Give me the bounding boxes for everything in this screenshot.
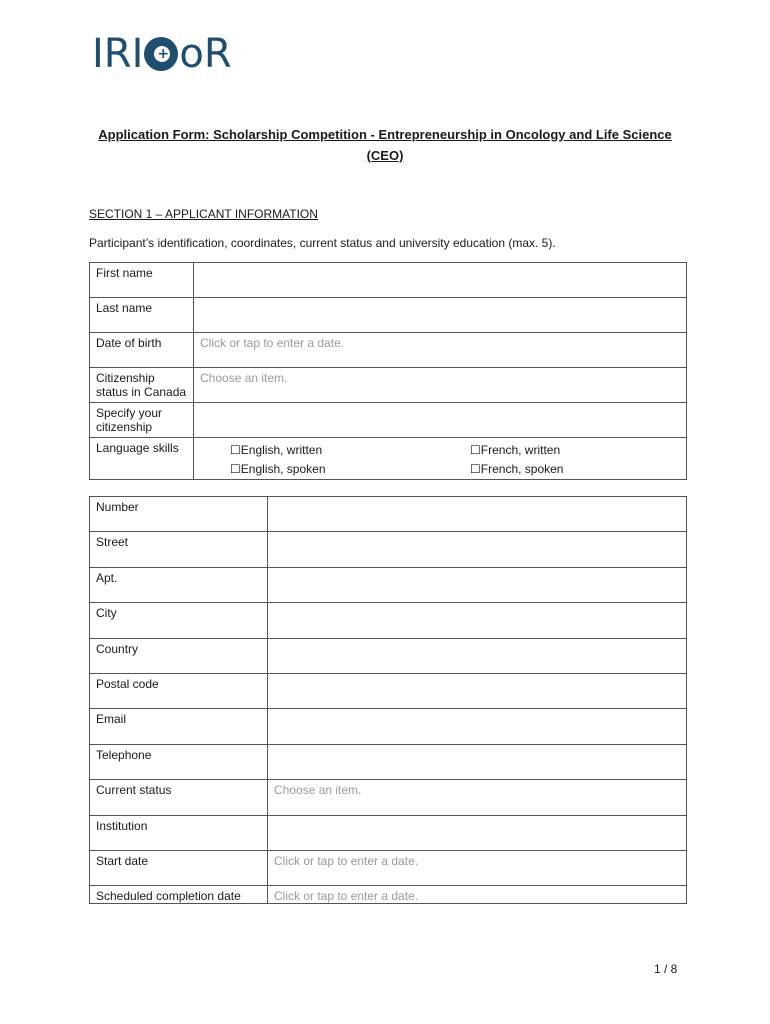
form-title: Application Form: Scholarship Competition - Entrepreneurship in Oncology and Life Science (CEO) <box>98 127 672 163</box>
postal-code-field[interactable] <box>268 673 687 708</box>
logo-text-left: IRI <box>92 31 144 77</box>
citizenship-field[interactable] <box>194 403 687 438</box>
field-label: Institution <box>90 815 268 850</box>
coordinates-table <box>89 496 687 904</box>
table-row <box>90 709 687 744</box>
field-label: Start date <box>90 850 268 885</box>
city-field[interactable] <box>268 603 687 638</box>
field-label: Street <box>90 532 268 567</box>
country-field[interactable] <box>268 638 687 673</box>
field-label: Date of birth <box>90 333 194 368</box>
english-spoken-option[interactable] <box>230 460 440 479</box>
field-label: Apt. <box>90 567 268 602</box>
logo-circle-icon: + <box>144 37 178 71</box>
field-label: Email <box>90 709 268 744</box>
table-row <box>90 298 687 333</box>
email-field[interactable] <box>268 709 687 744</box>
page-number: 1 / 8 <box>654 962 678 976</box>
current-status-dropdown[interactable]: Choose an item. <box>268 780 687 815</box>
checkbox-icon[interactable]: ☐ <box>470 462 481 476</box>
table-row <box>90 780 687 815</box>
field-label: Number <box>90 497 268 532</box>
citizenship-status-dropdown[interactable]: Choose an item. <box>194 368 687 403</box>
field-label: Citizenship status in Canada <box>90 368 194 403</box>
telephone-field[interactable] <box>268 744 687 779</box>
field-label: Language skills <box>90 438 194 480</box>
table-row <box>90 815 687 850</box>
english-written-label: English, written <box>240 443 323 457</box>
field-label: Postal code <box>90 673 268 708</box>
checkbox-icon[interactable]: ☐ <box>230 443 241 457</box>
table-row <box>90 532 687 567</box>
section-heading: SECTION 1 – APPLICANT INFORMATION <box>89 207 318 221</box>
applicant-table <box>89 262 687 480</box>
last-name-field[interactable] <box>194 298 687 333</box>
table-row <box>90 403 687 438</box>
field-label: Telephone <box>90 744 268 779</box>
language-skills-cell <box>194 438 687 480</box>
table-row <box>90 438 687 480</box>
date-of-birth-picker[interactable]: Click or tap to enter a date. <box>194 333 687 368</box>
iricor-logo <box>92 31 232 77</box>
field-label: Country <box>90 638 268 673</box>
field-label: First name <box>90 263 194 298</box>
logo-text-right: oR <box>179 31 232 77</box>
table-row <box>90 263 687 298</box>
table-row <box>90 886 687 904</box>
english-written-option[interactable] <box>230 441 440 460</box>
table-row <box>90 567 687 602</box>
field-label: Scheduled completion date <box>90 886 268 904</box>
table-row <box>90 333 687 368</box>
french-written-label: French, written <box>480 443 561 457</box>
field-label: Specify your citizenship <box>90 403 194 438</box>
table-row <box>90 368 687 403</box>
checkbox-icon[interactable]: ☐ <box>230 462 241 476</box>
number-field[interactable] <box>268 497 687 532</box>
table-row <box>90 744 687 779</box>
intro-text: Participant’s identification, coordinates, current status and university education (max. 5). <box>89 236 556 250</box>
checkbox-icon[interactable]: ☐ <box>470 443 481 457</box>
field-label: Current status <box>90 780 268 815</box>
table-row <box>90 638 687 673</box>
start-date-picker[interactable]: Click or tap to enter a date. <box>268 850 687 885</box>
french-written-option[interactable] <box>470 441 680 460</box>
table-row <box>90 673 687 708</box>
french-spoken-option[interactable] <box>470 460 680 479</box>
table-row <box>90 603 687 638</box>
apt-field[interactable] <box>268 567 687 602</box>
first-name-field[interactable] <box>194 263 687 298</box>
field-label: Last name <box>90 298 194 333</box>
completion-date-picker[interactable]: Click or tap to enter a date. <box>268 886 687 904</box>
field-label: City <box>90 603 268 638</box>
institution-field[interactable] <box>268 815 687 850</box>
table-row <box>90 497 687 532</box>
street-field[interactable] <box>268 532 687 567</box>
english-spoken-label: English, spoken <box>240 462 326 476</box>
table-row <box>90 850 687 885</box>
french-spoken-label: French, spoken <box>480 462 564 476</box>
